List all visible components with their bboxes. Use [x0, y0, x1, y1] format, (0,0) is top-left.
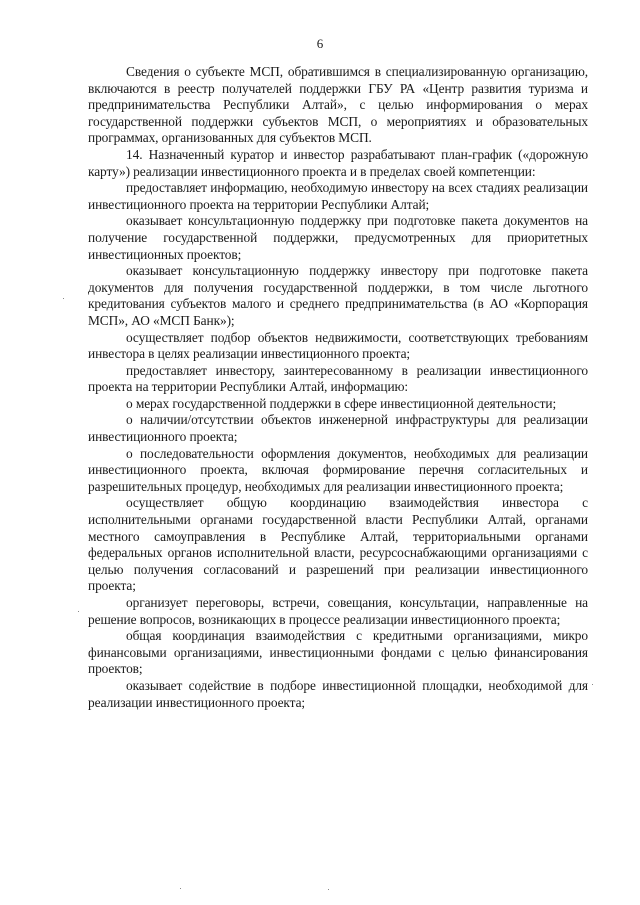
scan-speck — [328, 889, 329, 890]
paragraph-credit-coordination: общая координация взаимодействия с кредитными организациями, микро финансовыми организациями, инвестиционными фондами с целью финансирования проектов; — [88, 628, 588, 677]
paragraph-provides-info: предоставляет информацию, необходимую инвестору на всех стадиях реализации инвестиционного проекта на территории Республики Алтай; — [88, 180, 588, 212]
scan-speck — [78, 611, 79, 612]
paragraph-negotiations: организует переговоры, встречи, совещания, консультации, направленные на решение вопросов, возникающих в процессе реализации инвестиционного проекта; — [88, 595, 588, 627]
paragraph-coordination-authorities: осуществляет общую координацию взаимодействия инвестора с исполнительными органами государственной власти Республики Алтай, органами местного самоуправления в Республике Алтай, территориальными органами федеральных органов исполнительной власти, ресурсоснабжающими организациями с целью получения согласований и разрешений при реализации инвестиционного проекта; — [88, 495, 588, 594]
scan-speck — [63, 298, 64, 299]
paragraph-document-sequence: о последовательности оформления документов, необходимых для реализации инвестиционного проекта, включая формирование перечня согласительных и разрешительных процедур, необходимых для реализации инвестиционного проекта; — [88, 445, 588, 494]
paragraph-msp-registry: Сведения о субъекте МСП, обратившимся в специализированную организацию, включаются в реестр получателей поддержки ГБУ РА «Центр развития туризма и предпринимательства Республики Алтай», с целью информирования о мерах государственной поддержки субъектов МСП, о мероприятиях и образовательных программах, организованных для субъектов МСП. — [88, 64, 588, 146]
paragraph-consulting-credit: оказывает консультационную поддержку инвестору при подготовке пакета документов для получения государственной поддержки, в том числе льготного кредитования субъектов малого и среднего предпринимательства (в АО «Корпорация МСП», АО «МСП Банк»); — [88, 263, 588, 328]
paragraph-14-roadmap: 14. Назначенный куратор и инвестор разрабатывают план-график («дорожную карту») реализации инвестиционного проекта и в пределах своей компетенции: — [88, 146, 588, 179]
page-number: 6 — [316, 36, 324, 51]
paragraph-site-selection: оказывает содействие в подборе инвестиционной площадки, необходимой для реализации инвестиционного проекта; — [88, 677, 588, 710]
paragraph-real-estate: осуществляет подбор объектов недвижимости, соответствующих требованиям инвестора в целях реализации инвестиционного проекта; — [88, 329, 588, 362]
paragraph-support-measures: о мерах государственной поддержки в сфере инвестиционной деятельности; — [126, 395, 557, 411]
scan-speck — [180, 888, 181, 889]
paragraph-consulting-priority: оказывает консультационную поддержку при подготовке пакета документов на получение государственной поддержки, предусмотренных для приоритетных инвестиционных проектов; — [88, 213, 588, 262]
paragraph-provides-investor: предоставляет инвестору, заинтересованному в реализации инвестиционного проекта на территории Республики Алтай, информацию: — [88, 362, 588, 395]
scan-speck — [592, 684, 593, 685]
document-body — [88, 64, 588, 711]
paragraph-infrastructure: о наличии/отсутствии объектов инженерной инфраструктуры для реализации инвестиционного проекта; — [88, 412, 588, 445]
